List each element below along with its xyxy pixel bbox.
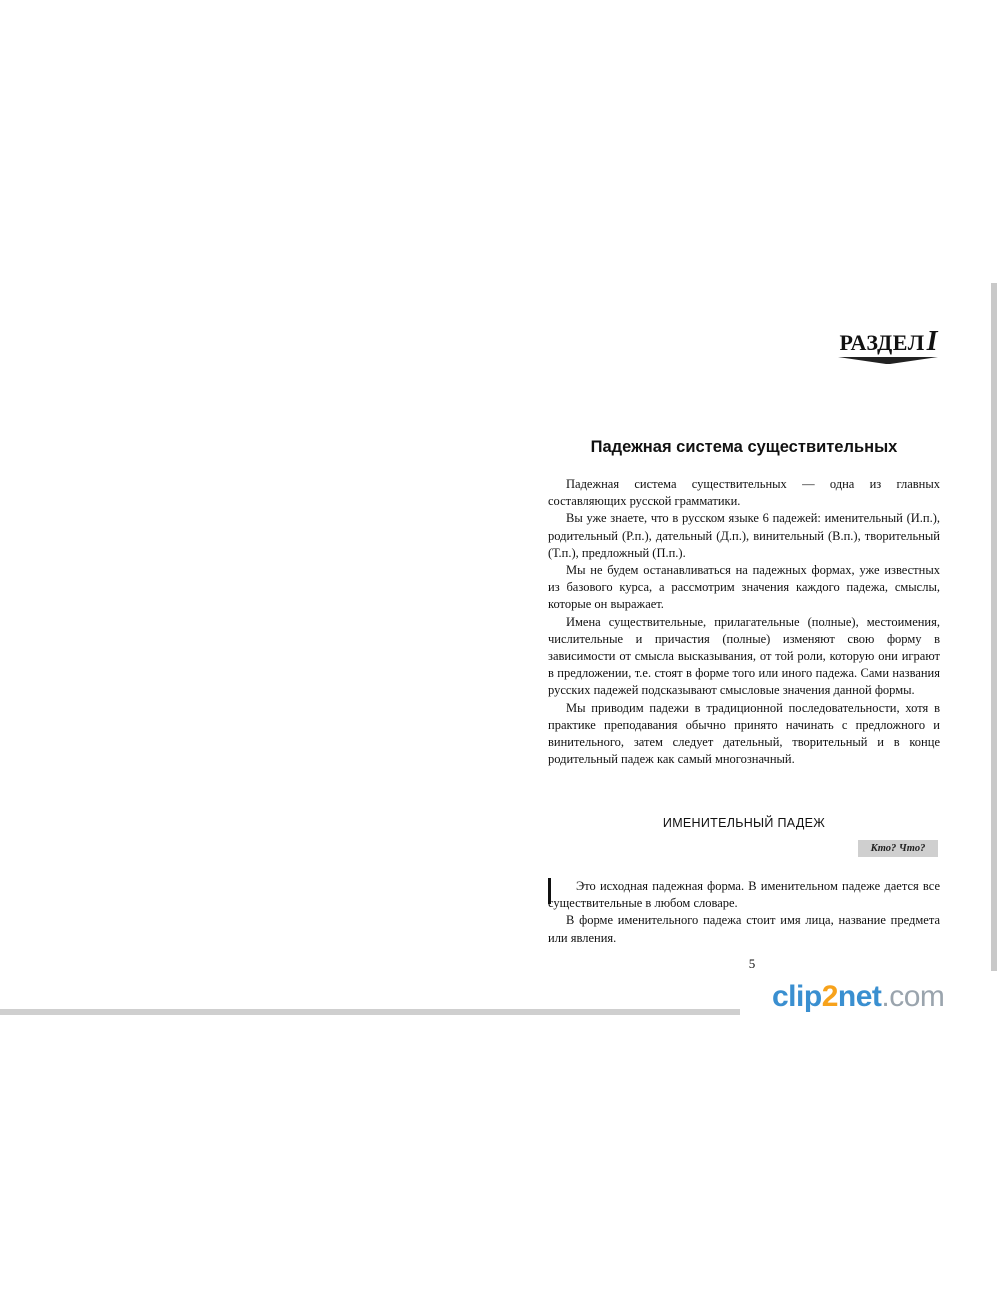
intro-text	[548, 476, 940, 768]
paragraph: Вы уже знаете, что в русском языке 6 падежей: именительный (И.п.), родительный (Р.п.), дательный (Д.п.), винительный (В.п.), творительный (Т.п.), предложный (П.п.).	[548, 511, 940, 560]
paragraph: Мы приводим падежи в традиционной последовательности, хотя в практике преподавания обычно принято начинать с предложного и винительного, затем следует дательный, творительный и в конце родительный падеж как самый многозначный.	[548, 700, 940, 767]
question-tag: Кто? Что?	[858, 840, 938, 857]
section-arrow-icon	[838, 357, 938, 365]
nominative-text	[548, 878, 940, 947]
watermark-domain: .com	[881, 980, 945, 1013]
paragraph: Падежная система существительных — одна из главных составляющих русской грамматики.	[548, 477, 940, 509]
paragraph: Это исходная падежная форма. В именительном падеже дается все существительные в любом словаре.	[548, 879, 940, 911]
section-numeral: I	[926, 326, 938, 357]
clip2net-watermark-logo	[772, 970, 972, 1018]
subsection-title: ИМЕНИТЕЛЬНЫЙ ПАДЕЖ	[662, 816, 826, 830]
watermark-suffix: net	[837, 980, 882, 1013]
section-label-text: РАЗДЕЛ	[839, 330, 925, 355]
section-header	[834, 324, 942, 368]
svg-text:clip2net.com	[772, 980, 944, 1013]
watermark-digit: 2	[821, 980, 838, 1013]
paragraph: Мы не будем останавливаться на падежных формах, уже известных из базового курса, а рассмотрим значения каждого падежа, смыслы, которые он выражает.	[548, 563, 940, 612]
paragraph: В форме именительного падежа стоит имя лица, название предмета или явления.	[548, 913, 940, 945]
page-edge-shadow-bottom	[0, 1009, 740, 1015]
section-label	[839, 326, 938, 358]
page-number: 5	[748, 956, 756, 971]
watermark-prefix: clip	[772, 980, 822, 1013]
page-edge-shadow-right	[991, 283, 997, 971]
paragraph: Имена существительные, прилагательные (полные), местоимения, числительные и причастия (полные) изменяют свою форму в зависимости от смысла высказывания, от той роли, которую они играют в предложении, т.е. стоят в форме того или иного падежа. Сами названия русских падежей подсказывают смысловые значения данной формы.	[548, 614, 940, 698]
page-title: Падежная система существительных	[590, 438, 898, 456]
